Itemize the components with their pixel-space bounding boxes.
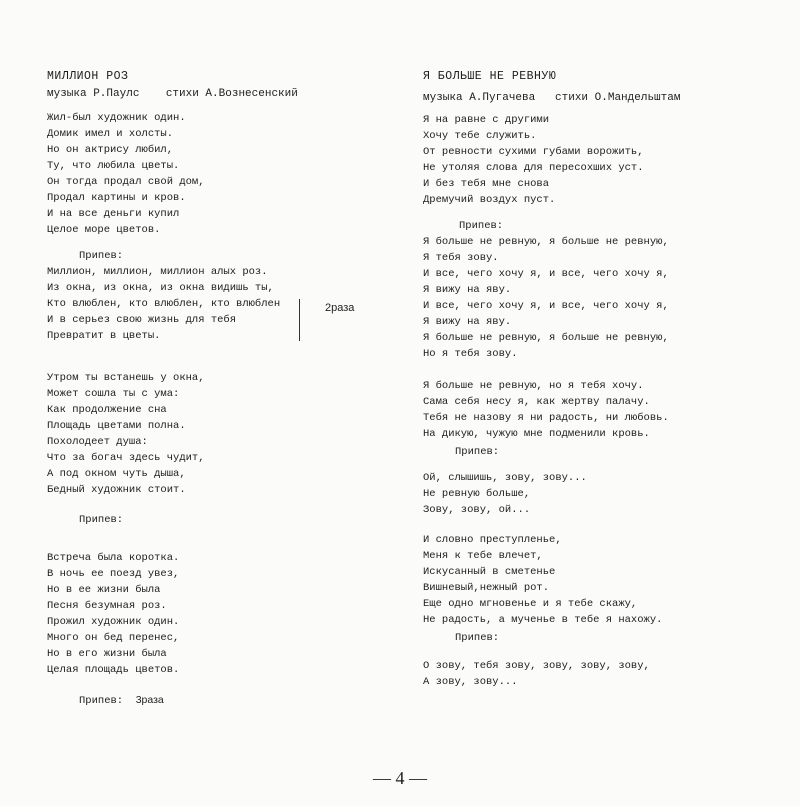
lyric-line: Встреча была коротка.	[47, 552, 180, 564]
lyric-line: Жил-был художник один.	[47, 112, 186, 124]
lyric-line: Я больше не ревную, я больше не ревную,	[423, 236, 669, 248]
chorus-ref	[423, 444, 783, 460]
lyric-line: В ночь ее поезд увез,	[47, 568, 180, 580]
song-title: Я БОЛЬШЕ НЕ РЕВНУЮ	[423, 70, 557, 83]
lyric-line: Продал картины и кров.	[47, 192, 186, 204]
lyric-line: Кто влюблен, кто влюблен, кто влюблен	[47, 298, 281, 310]
final-repeat-note: 3раза	[135, 694, 164, 706]
lyric-line: И на все деньги купил	[47, 208, 180, 220]
lyric-line: Целая площадь цветов.	[47, 664, 180, 676]
outro	[423, 658, 783, 690]
lyric-line: Из окна, из окна, из окна видишь ты,	[47, 282, 274, 294]
chorus	[423, 218, 783, 362]
lyric-line: А зову, зову...	[423, 676, 518, 688]
lyrics-credit: стихи О.Мандельштам	[555, 92, 681, 104]
music-credit: музыка Р.Паулс	[47, 88, 140, 100]
chorus-label: Припев:	[79, 514, 124, 526]
lyric-line: Целое море цветов.	[47, 224, 161, 236]
lyric-line: Я больше не ревную, я больше не ревную,	[423, 332, 669, 344]
lyric-line: Но я тебя зову.	[423, 348, 518, 360]
lyric-line: И словно преступленье,	[423, 534, 562, 546]
left-song	[47, 70, 347, 708]
lyric-line: Дремучий воздух пуст.	[423, 194, 556, 206]
lyric-line: И без тебя мне снова	[423, 178, 550, 190]
lyric-line: Вишневый,нежный рот.	[423, 582, 550, 594]
lyric-line: Зову, зову, ой...	[423, 504, 531, 516]
lyric-line: Ой, слышишь, зову, зову...	[423, 472, 587, 484]
lyric-line: Я вижу на яву.	[423, 284, 512, 296]
lyric-line: Много он бед перенес,	[47, 632, 180, 644]
song-credits	[47, 88, 347, 100]
repeat-note: 2раза	[325, 302, 355, 314]
lyric-line: На дикую, чужую мне подменили кровь.	[423, 428, 650, 440]
song-title: МИЛЛИОН РОЗ	[47, 70, 129, 83]
page-number: — 4 —	[373, 768, 427, 788]
lyric-line: Может сошла ты с ума:	[47, 388, 180, 400]
lyric-line: Но он актрису любил,	[47, 144, 174, 156]
chorus-label: Припев:	[455, 446, 500, 458]
lyric-line: Похолодеет душа:	[47, 436, 148, 448]
right-song	[423, 70, 783, 690]
verse-1	[423, 112, 783, 208]
lyric-line: Площадь цветами полна.	[47, 420, 186, 432]
chorus-label: Припев:	[455, 632, 500, 644]
lyric-line: Еще одно мгновенье и я тебе скажу,	[423, 598, 638, 610]
lyric-line: Но в ее жизни была	[47, 584, 161, 596]
lyric-line: И в серьез свою жизнь для тебя	[47, 314, 237, 326]
lyric-line: Хочу тебе служить.	[423, 130, 537, 142]
verse-3	[47, 550, 347, 678]
lyric-line: Сама себя несу я, как жертву палачу.	[423, 396, 650, 408]
chorus	[47, 248, 347, 344]
repeat-bracket	[299, 299, 300, 341]
lyric-line: Не радость, а мученье в тебе я нахожу.	[423, 614, 663, 626]
lyric-line: Я вижу на яву.	[423, 316, 512, 328]
chorus-label	[47, 692, 347, 708]
lyric-line: Бедный художник стоит.	[47, 484, 186, 496]
lyric-line: Меня к тебе влечет,	[423, 550, 543, 562]
lyrics-credit: стихи А.Вознесенский	[165, 88, 298, 100]
lyric-line: Я на равне с другими	[423, 114, 550, 126]
lyric-line: И все, чего хочу я, и все, чего хочу я,	[423, 300, 669, 312]
verse-1	[47, 110, 347, 238]
chorus-label: Припев:	[79, 250, 124, 262]
lyric-line: Миллион, миллион, миллион алых роз.	[47, 266, 268, 278]
lyric-line: Домик имел и холсты.	[47, 128, 174, 140]
chorus-ref	[47, 512, 347, 528]
lyric-line: Превратит в цветы.	[47, 330, 161, 342]
lyric-line: Ту, что любила цветы.	[47, 160, 180, 172]
lyric-line: Я тебя зову.	[423, 252, 499, 264]
lyric-line: Песня безумная роз.	[47, 600, 167, 612]
lyric-line: Прожил художник один.	[47, 616, 180, 628]
chorus-ref-2	[423, 630, 783, 646]
lyric-line: От ревности сухими губами ворожить,	[423, 146, 644, 158]
chorus-label: Припев:	[459, 220, 504, 232]
song-credits	[423, 92, 783, 104]
final-chorus-label: Припев:	[79, 695, 124, 707]
lyric-line: Я больше не ревную, но я тебя хочу.	[423, 380, 644, 392]
lyric-line: Не ревную больше,	[423, 488, 531, 500]
lyric-line: Но в его жизни была	[47, 648, 167, 660]
music-credit: музыка А.Пугачева	[423, 92, 536, 104]
verse-2	[47, 370, 347, 498]
lyric-line: Не утоляя слова для пересохших уст.	[423, 162, 644, 174]
final-chorus	[47, 692, 347, 708]
lyric-line: О зову, тебя зову, зову, зову, зову,	[423, 660, 650, 672]
lyric-line: Искусанный в сметенье	[423, 566, 556, 578]
refrain	[423, 470, 783, 518]
lyric-line: Что за богач здесь чудит,	[47, 452, 205, 464]
lyric-line: И все, чего хочу я, и все, чего хочу я,	[423, 268, 669, 280]
lyric-line: Тебя не назову я ни радость, ни любовь.	[423, 412, 669, 424]
lyric-line: Как продолжение сна	[47, 404, 167, 416]
verse-3	[423, 532, 783, 628]
verse-2	[423, 378, 783, 442]
lyric-line: А под окном чуть дыша,	[47, 468, 186, 480]
lyric-line: Утром ты встанешь у окна,	[47, 372, 205, 384]
lyric-line: Он тогда продал свой дом,	[47, 176, 205, 188]
